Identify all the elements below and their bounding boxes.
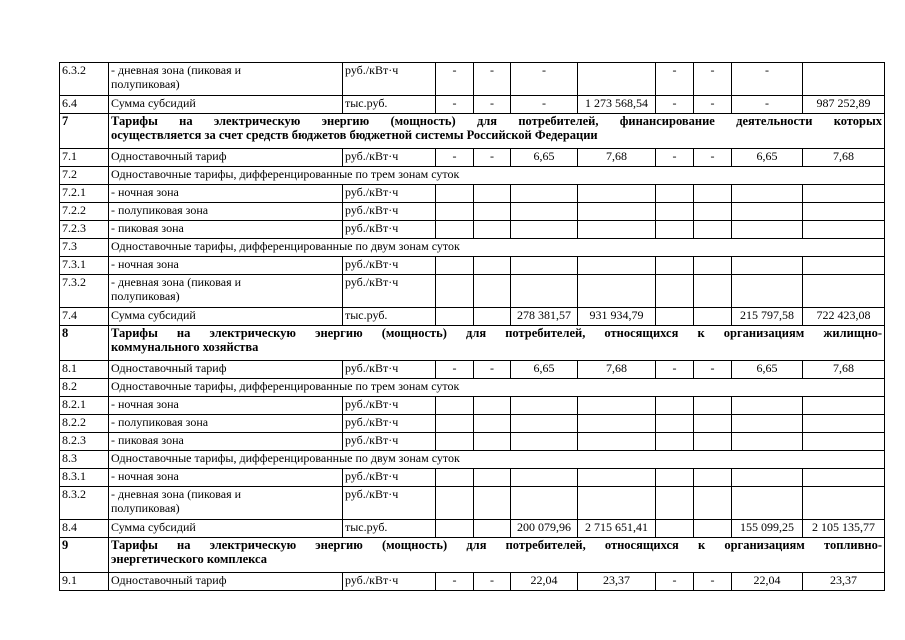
value-cell [578, 63, 656, 96]
row-subheading: Одноставочные тарифы, дифференцированные по двум зонам суток [109, 239, 885, 257]
row-number: 7.3.1 [60, 257, 109, 275]
section-header-row [60, 538, 885, 573]
row-name: Сумма субсидий [109, 308, 343, 326]
table-row [60, 257, 885, 275]
row-name: Сумма субсидий [109, 520, 343, 538]
table-row [60, 185, 885, 203]
row-number: 8.2 [60, 379, 109, 397]
row-number: 8.3.2 [60, 487, 109, 520]
value-cell: - [656, 573, 694, 591]
row-number: 8.4 [60, 520, 109, 538]
value-cell [803, 63, 885, 96]
table-row [60, 221, 885, 239]
section-number: 8 [60, 326, 109, 361]
table-row [60, 96, 885, 114]
table-row [60, 415, 885, 433]
tariff-table [59, 62, 885, 591]
value-cell: - [694, 573, 732, 591]
value-cell: 2 715 651,41 [578, 520, 656, 538]
row-number: 6.4 [60, 96, 109, 114]
unit-cell: тыс.руб. [343, 520, 436, 538]
value-cell: - [474, 96, 511, 114]
row-name: Одноставочный тариф [109, 361, 343, 379]
value-cell: - [474, 573, 511, 591]
table-row [60, 203, 885, 221]
value-cell: - [656, 96, 694, 114]
section-title: Тарифы на электрическую энергию (мощность) для потребителей, относящихся к организациям топливно- энергетического комплекса [109, 538, 885, 573]
value-cell: - [694, 96, 732, 114]
table-row [60, 487, 885, 520]
table-row [60, 149, 885, 167]
row-subheading: Одноставочные тарифы, дифференцированные по трем зонам суток [109, 167, 885, 185]
unit-cell: руб./кВт·ч [343, 573, 436, 591]
row-number: 8.2.2 [60, 415, 109, 433]
row-number: 8.2.3 [60, 433, 109, 451]
row-subheading: Одноставочные тарифы, дифференцированные по трем зонам суток [109, 379, 885, 397]
value-cell: - [436, 149, 474, 167]
value-cell: 7,68 [578, 361, 656, 379]
section-title: Тарифы на электрическую энергию (мощность) для потребителей, относящихся к организациям жилищно- коммунального хозяйства [109, 326, 885, 361]
section-header-row [60, 114, 885, 149]
value-cell: 722 423,08 [803, 308, 885, 326]
value-cell: - [656, 361, 694, 379]
row-number: 8.3 [60, 451, 109, 469]
row-subheading: Одноставочные тарифы, дифференцированные по двум зонам суток [109, 451, 885, 469]
value-cell: 931 934,79 [578, 308, 656, 326]
value-cell: 6,65 [511, 149, 578, 167]
unit-cell: руб./кВт·ч [343, 487, 436, 520]
section-title: Тарифы на электрическую энергию (мощность) для потребителей, финансирование деятельности которых осуществляется за счет средств бюджетов бюджетной системы Российской Федерации [109, 114, 885, 149]
value-cell: - [656, 63, 694, 96]
row-name: Одноставочный тариф [109, 573, 343, 591]
unit-cell: руб./кВт·ч [343, 361, 436, 379]
table-row [60, 239, 885, 257]
row-number: 6.3.2 [60, 63, 109, 96]
table-row [60, 451, 885, 469]
table-row [60, 275, 885, 308]
value-cell: - [656, 149, 694, 167]
table-row [60, 308, 885, 326]
section-header-row [60, 326, 885, 361]
value-cell: - [732, 96, 803, 114]
row-number: 7.2.3 [60, 221, 109, 239]
value-cell: - [732, 63, 803, 96]
row-name: - ночная зона [109, 257, 343, 275]
value-cell: 6,65 [732, 361, 803, 379]
value-cell: 2 105 135,77 [803, 520, 885, 538]
value-cell: - [436, 96, 474, 114]
unit-cell: руб./кВт·ч [343, 221, 436, 239]
value-cell: 200 079,96 [511, 520, 578, 538]
table-row [60, 433, 885, 451]
section-number: 9 [60, 538, 109, 573]
unit-cell: руб./кВт·ч [343, 469, 436, 487]
unit-cell: руб./кВт·ч [343, 275, 436, 308]
row-name: - дневная зона (пиковая и полупиковая) [109, 275, 343, 308]
row-number: 7.1 [60, 149, 109, 167]
value-cell: 987 252,89 [803, 96, 885, 114]
unit-cell: руб./кВт·ч [343, 203, 436, 221]
value-cell: - [436, 573, 474, 591]
unit-cell: руб./кВт·ч [343, 185, 436, 203]
unit-cell: руб./кВт·ч [343, 149, 436, 167]
row-name: - полупиковая зона [109, 415, 343, 433]
unit-cell: тыс.руб. [343, 96, 436, 114]
value-cell: - [474, 361, 511, 379]
row-number: 7.2.1 [60, 185, 109, 203]
row-number: 7.2 [60, 167, 109, 185]
row-name: - дневная зона (пиковая и полупиковая) [109, 63, 343, 96]
table-row [60, 63, 885, 96]
row-name: - ночная зона [109, 469, 343, 487]
table-row [60, 573, 885, 591]
row-name: - пиковая зона [109, 221, 343, 239]
value-cell: 278 381,57 [511, 308, 578, 326]
value-cell: 215 797,58 [732, 308, 803, 326]
table-row [60, 379, 885, 397]
row-number: 8.3.1 [60, 469, 109, 487]
unit-cell: тыс.руб. [343, 308, 436, 326]
value-cell: 7,68 [578, 149, 656, 167]
table-row [60, 469, 885, 487]
value-cell: 7,68 [803, 149, 885, 167]
table-row [60, 397, 885, 415]
value-cell: 23,37 [803, 573, 885, 591]
row-number: 7.4 [60, 308, 109, 326]
section-number: 7 [60, 114, 109, 149]
unit-cell: руб./кВт·ч [343, 415, 436, 433]
value-cell: - [694, 63, 732, 96]
row-name: Сумма субсидий [109, 96, 343, 114]
row-name: - полупиковая зона [109, 203, 343, 221]
value-cell: - [694, 149, 732, 167]
value-cell: 23,37 [578, 573, 656, 591]
value-cell: - [694, 361, 732, 379]
value-cell: 7,68 [803, 361, 885, 379]
value-cell: 6,65 [732, 149, 803, 167]
table-row [60, 520, 885, 538]
value-cell: 6,65 [511, 361, 578, 379]
value-cell: - [511, 96, 578, 114]
value-cell: - [511, 63, 578, 96]
row-number: 8.2.1 [60, 397, 109, 415]
table-row [60, 361, 885, 379]
value-cell: - [474, 63, 511, 96]
row-name: - ночная зона [109, 185, 343, 203]
value-cell: - [474, 149, 511, 167]
row-name: Одноставочный тариф [109, 149, 343, 167]
row-name: - пиковая зона [109, 433, 343, 451]
unit-cell: руб./кВт·ч [343, 433, 436, 451]
unit-cell: руб./кВт·ч [343, 63, 436, 96]
value-cell: - [436, 361, 474, 379]
row-number: 7.3 [60, 239, 109, 257]
row-number: 7.3.2 [60, 275, 109, 308]
unit-cell: руб./кВт·ч [343, 397, 436, 415]
value-cell: 22,04 [732, 573, 803, 591]
row-name: - ночная зона [109, 397, 343, 415]
row-name: - дневная зона (пиковая и полупиковая) [109, 487, 343, 520]
row-number: 9.1 [60, 573, 109, 591]
table-row [60, 167, 885, 185]
value-cell: - [436, 63, 474, 96]
value-cell: 1 273 568,54 [578, 96, 656, 114]
row-number: 7.2.2 [60, 203, 109, 221]
row-number: 8.1 [60, 361, 109, 379]
unit-cell: руб./кВт·ч [343, 257, 436, 275]
value-cell: 22,04 [511, 573, 578, 591]
value-cell: 155 099,25 [732, 520, 803, 538]
